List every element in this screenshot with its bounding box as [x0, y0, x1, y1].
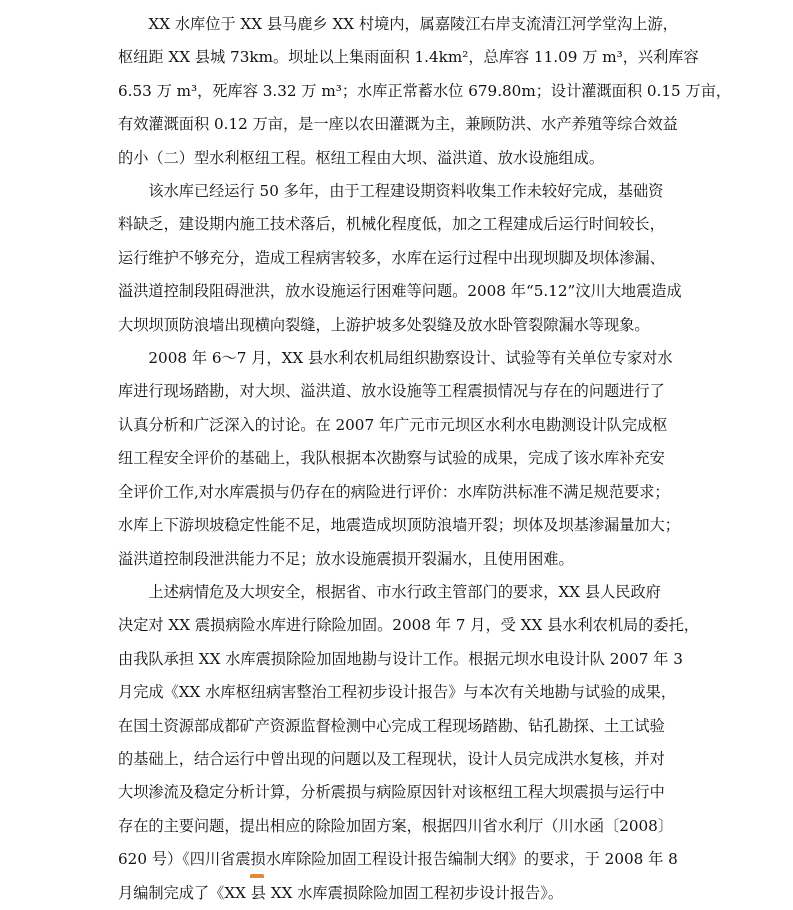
text-line: 的小（二）型水利枢纽工程。枢纽工程由大坝、溢洪道、放水设施组成。: [118, 148, 604, 167]
text-line: 月编制完成了《XX 县 XX 水库震损除险加固工程初步设计报告》。: [118, 883, 564, 902]
text-line: 纽工程安全评价的基础上，我队根据本次勘察与试验的成果，完成了该水库补充安: [118, 449, 665, 468]
text-line: 大坝坝顶防浪墙出现横向裂缝，上游护坡多处裂缝及放水卧管裂隙漏水等现象。: [118, 315, 650, 334]
decorative-mark: [250, 874, 264, 878]
text-line: 水库上下游坝坡稳定性能不足，地震造成坝顶防浪墙开裂；坝体及坝基渗漏量加大；: [118, 516, 680, 535]
text-line: 6.53 万 m³，死库容 3.32 万 m³；水库正常蓄水位 679.80m；设计灌溉面积 0.15 万亩，: [118, 81, 732, 100]
text-line: 大坝渗流及稳定分析计算，分析震损与病险原因针对该枢纽工程大坝震损与运行中: [118, 783, 665, 802]
text-line: 决定对 XX 震损病险水库进行除险加固。2008 年 7 月，受 XX 县水利农机局的委托，: [118, 616, 699, 635]
text-line: 运行维护不够充分，造成工程病害较多，水库在运行过程中出现坝脚及坝体渗漏、: [118, 248, 665, 267]
text-line: 料缺乏，建设期内施工技术落后，机械化程度低，加之工程建成后运行时间较长，: [118, 215, 665, 234]
text-line: 2008 年 6～7 月，XX 县水利农机局组织勘察设计、试验等有关单位专家对水: [148, 349, 673, 368]
text-line: 溢洪道控制段泄洪能力不足；放水设施震损开裂漏水，且使用困难。: [118, 549, 574, 568]
text-line: 全评价工作,对水库震损与仍存在的病险进行评价：水库防洪标准不满足规范要求；: [118, 482, 670, 501]
text-line: 上述病情危及大坝安全，根据省、市水行政主管部门的要求，XX 县人民政府: [148, 582, 661, 601]
text-line: 在国土资源部成都矿产资源监督检测中心完成工程现场踏勘、钻孔勘探、土工试验: [118, 716, 665, 735]
text-line: 该水库已经运行 50 多年，由于工程建设期资料收集工作未较好完成，基础资: [148, 182, 664, 201]
text-line: 溢洪道控制段阻碍泄洪，放水设施运行困难等问题。2008 年“5.12”汶川大地震造成: [118, 282, 682, 301]
text-line: 库进行现场踏勘，对大坝、溢洪道、放水设施等工程震损情况与存在的问题进行了: [118, 382, 665, 401]
text-line: 月完成《XX 水库枢纽病害整治工程初步设计报告》与本次有关地勘与试验的成果，: [118, 683, 677, 702]
document-body: [118, 8, 732, 910]
text-line: 枢纽距 XX 县城 73km。坝址以上集雨面积 1.4km²，总库容 11.09 万 m³，兴利库容: [118, 48, 699, 67]
text-line: 认真分析和广泛深入的讨论。在 2007 年广元市元坝区水利水电勘测设计队完成枢: [118, 415, 668, 434]
paragraph-reinforcement-design: [118, 576, 698, 910]
paragraph-reservoir-overview: [118, 8, 732, 175]
text-line: 由我队承担 XX 水库震损除险加固地勘与设计工作。根据元坝水电设计队 2007 年 3: [118, 649, 683, 668]
text-line: XX 水库位于 XX 县马鹿乡 XX 村境内，属嘉陵江右岸支流清江河学堂沟上游，: [148, 15, 678, 33]
text-line: 存在的主要问题，提出相应的除险加固方案，根据四川省水利厅（川水函〔2008〕: [118, 816, 674, 835]
text-line: 有效灌溉面积 0.12 万亩，是一座以农田灌溉为主，兼顾防洪、水产养殖等综合效益: [118, 115, 678, 134]
paragraph-operation-problems: [118, 175, 698, 342]
text-line: 的基础上，结合运行中曾出现的问题以及工程现状，设计人员完成洪水复核，并对: [118, 749, 665, 768]
paragraph-site-survey: [118, 342, 698, 576]
text-line: 620 号）《四川省震损水库除险加固工程设计报告编制大纲》的要求，于 2008 年 8: [118, 850, 678, 869]
